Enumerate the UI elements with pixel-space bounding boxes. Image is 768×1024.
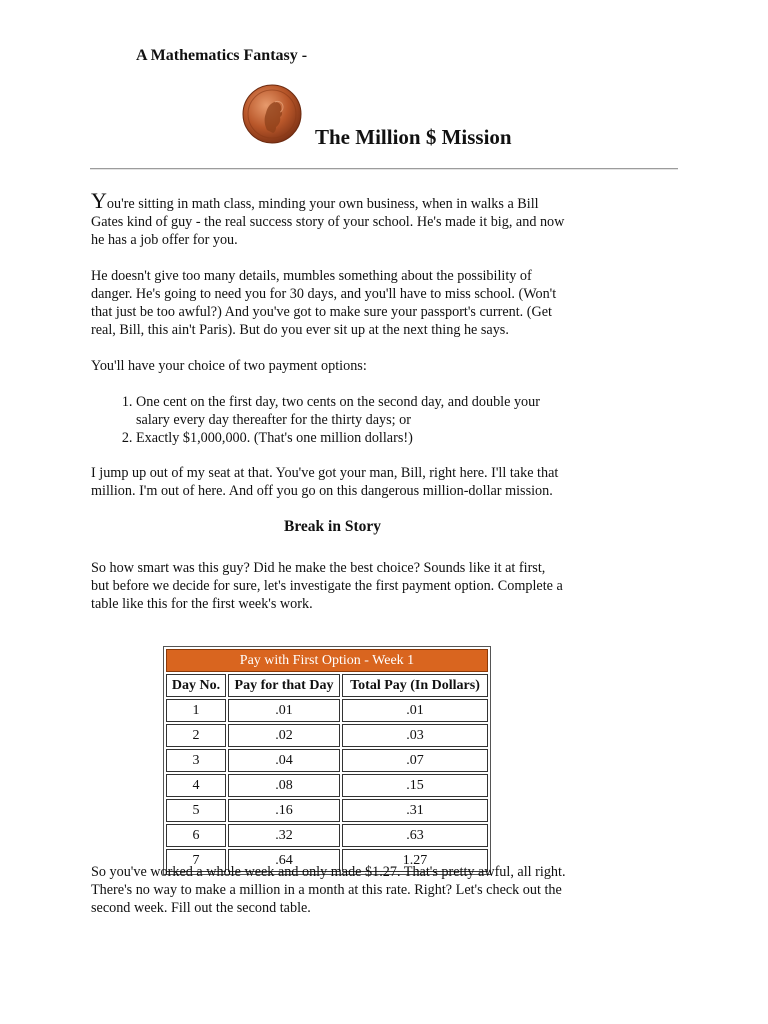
story-paragraph-1-text: ou're sitting in math class, minding your own business, when in walks a Bill Gates kind of guy - the real success story of your school. He's made it big, and now he has a job offer for you. <box>91 196 565 248</box>
story-paragraph-2: He doesn't give too many details, mumbles something about the possibility of danger. He's going to need you for 30 days, and you'll have to miss school. (Won't that just be too awful?) And you've got to make sure your passport's current. (Get real, Bill, this ain't Paris). But do you ever sit up at the next thing he says. <box>91 268 557 338</box>
table-row <box>166 699 488 722</box>
break-heading: Break in Story <box>283 518 382 535</box>
pay-cell: .02 <box>228 724 340 747</box>
penny-coin-icon <box>242 84 302 144</box>
total-cell: .03 <box>342 724 488 747</box>
day-cell: 2 <box>166 724 226 747</box>
story-paragraph-5: So how smart was this guy? Did he make the best choice? Sounds like it at first, but before we decide for sure, let's investigate the first payment option. Complete a table like this for the first week's work. <box>91 560 563 612</box>
page-title: The Million $ Mission <box>315 125 512 149</box>
payment-options-list <box>91 393 566 447</box>
total-cell: 1.27 <box>342 849 488 872</box>
story-body <box>91 188 566 631</box>
header-pay-for-day: Pay for that Day <box>228 674 340 697</box>
table-row <box>166 799 488 822</box>
table-caption-row <box>166 649 488 672</box>
day-cell: 6 <box>166 824 226 847</box>
table-row <box>166 824 488 847</box>
pay-cell: .32 <box>228 824 340 847</box>
day-cell: 1 <box>166 699 226 722</box>
page-kicker: A Mathematics Fantasy - <box>136 47 308 64</box>
total-cell: .07 <box>342 749 488 772</box>
story-paragraph-6: So you've worked a whole week and only made $1.27. That's pretty awful, all right. There's no way to make a million in a month at this rate. Right? Let's check out the second week. Fill out the second table. <box>91 864 566 916</box>
pay-table-week-1 <box>163 646 491 875</box>
table-row <box>166 774 488 797</box>
payment-option-2: 2. Exactly $1,000,000. (That's one million dollars!) <box>136 429 566 447</box>
pay-cell: .04 <box>228 749 340 772</box>
total-cell: .31 <box>342 799 488 822</box>
pay-cell: .64 <box>228 849 340 872</box>
day-cell: 4 <box>166 774 226 797</box>
table-row <box>166 749 488 772</box>
total-cell: .63 <box>342 824 488 847</box>
table-header-row <box>166 674 488 697</box>
total-cell: .15 <box>342 774 488 797</box>
total-cell: .01 <box>342 699 488 722</box>
header-day-no: Day No. <box>166 674 226 697</box>
header-total-pay: Total Pay (In Dollars) <box>342 674 488 697</box>
table-caption: Pay with First Option - Week 1 <box>166 649 488 672</box>
day-cell: 5 <box>166 799 226 822</box>
story-paragraph-1 <box>91 188 566 249</box>
pay-cell: .08 <box>228 774 340 797</box>
story-paragraph-3: You'll have your choice of two payment options: <box>91 358 367 374</box>
drop-cap: Y <box>91 188 107 213</box>
table-row <box>166 724 488 747</box>
story-paragraph-4: I jump up out of my seat at that. You've got your man, Bill, right here. I'll take that million. I'm out of here. And off you go on this dangerous million-dollar mission. <box>91 465 559 499</box>
day-cell: 7 <box>166 849 226 872</box>
day-cell: 3 <box>166 749 226 772</box>
horizontal-divider <box>90 168 678 170</box>
pay-cell: .16 <box>228 799 340 822</box>
pay-cell: .01 <box>228 699 340 722</box>
payment-option-1: 1. One cent on the first day, two cents on the second day, and double your salary every day thereafter for the thirty days; or <box>136 393 566 429</box>
